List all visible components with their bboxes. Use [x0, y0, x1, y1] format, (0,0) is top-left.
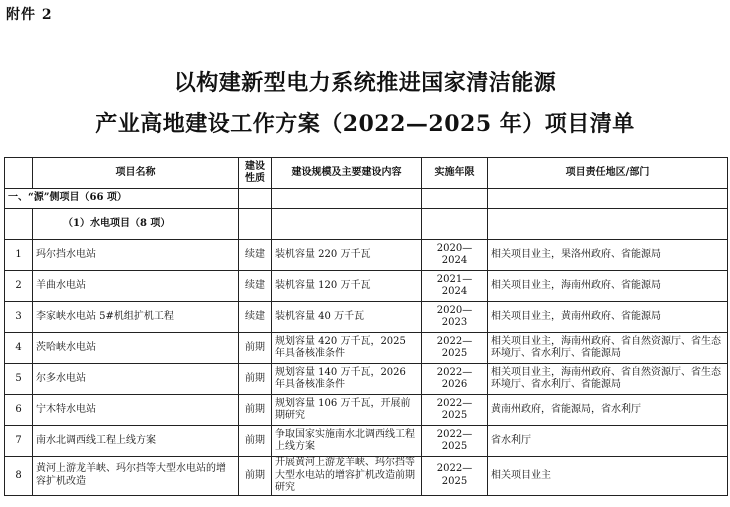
project-name: 南水北调西线工程上线方案 [33, 426, 239, 457]
construction-nature: 续建 [239, 240, 272, 271]
construction-nature: 续建 [239, 271, 272, 302]
project-name: 茨哈峡水电站 [33, 333, 239, 364]
construction-scale: 规划容量 140 万千瓦，2026 年具备核准条件 [272, 364, 422, 395]
subsection-row [5, 209, 728, 240]
attachment-label: 附件 2 [6, 7, 53, 23]
project-name: 玛尔挡水电站 [33, 240, 239, 271]
row-number: 5 [5, 364, 33, 395]
document-title-line-1: 以构建新型电力系统推进国家清洁能源 [173, 70, 557, 96]
construction-nature: 前期 [239, 426, 272, 457]
construction-nature: 续建 [239, 302, 272, 333]
row-number: 8 [5, 457, 33, 496]
table-row [5, 426, 728, 457]
responsible-dept: 相关项目业主，海南州政府、省能源局 [488, 271, 728, 302]
construction-scale: 开展黄河上游龙羊峡、玛尔挡等大型水电站的增容扩机改造前期研究 [272, 457, 422, 496]
table-row [5, 457, 728, 496]
construction-scale: 装机容量 40 万千瓦 [272, 302, 422, 333]
project-name: 羊曲水电站 [33, 271, 239, 302]
table-row [5, 240, 728, 271]
row-number: 7 [5, 426, 33, 457]
header-nature: 建设性质 [239, 158, 272, 189]
row-number: 2 [5, 271, 33, 302]
implementation-years: 2022—2025 [422, 426, 488, 457]
header-no [5, 158, 33, 189]
responsible-dept: 省水利厅 [488, 426, 728, 457]
construction-scale: 装机容量 220 万千瓦 [272, 240, 422, 271]
construction-nature: 前期 [239, 395, 272, 426]
responsible-dept: 相关项目业主，黄南州政府、省能源局 [488, 302, 728, 333]
construction-nature: 前期 [239, 457, 272, 496]
header-scale: 建设规模及主要建设内容 [272, 158, 422, 189]
table-row [5, 302, 728, 333]
project-name: 尔多水电站 [33, 364, 239, 395]
document-title-line-2: 产业高地建设工作方案（2022—2025 年）项目清单 [95, 111, 635, 137]
table-row [5, 333, 728, 364]
construction-scale: 规划容量 420 万千瓦，2025 年具备核准条件 [272, 333, 422, 364]
project-name: 李家峡水电站 5#机组扩机工程 [33, 302, 239, 333]
project-list-table [4, 157, 728, 496]
implementation-years: 2022—2025 [422, 333, 488, 364]
table-header-row [5, 158, 728, 189]
section-row [5, 189, 728, 209]
responsible-dept: 相关项目业主，果洛州政府、省能源局 [488, 240, 728, 271]
subsection-title: （1）水电项目（8 项） [33, 209, 239, 240]
construction-nature: 前期 [239, 364, 272, 395]
implementation-years: 2022—2026 [422, 364, 488, 395]
construction-scale: 规划容量 106 万千瓦，开展前期研究 [272, 395, 422, 426]
project-name: 宁木特水电站 [33, 395, 239, 426]
row-number: 4 [5, 333, 33, 364]
header-years: 实施年限 [422, 158, 488, 189]
section-title: 一、“源”侧项目（66 项） [5, 189, 239, 209]
responsible-dept: 相关项目业主，海南州政府、省自然资源厅、省生态环境厅、省水利厅、省能源局 [488, 364, 728, 395]
implementation-years: 2022—2025 [422, 457, 488, 496]
table-row [5, 271, 728, 302]
construction-scale: 争取国家实施南水北调西线工程上线方案 [272, 426, 422, 457]
implementation-years: 2022—2025 [422, 395, 488, 426]
table-row [5, 364, 728, 395]
row-number: 3 [5, 302, 33, 333]
implementation-years: 2020—2024 [422, 240, 488, 271]
row-number: 6 [5, 395, 33, 426]
construction-nature: 前期 [239, 333, 272, 364]
header-dept: 项目责任地区/部门 [488, 158, 728, 189]
responsible-dept: 相关项目业主 [488, 457, 728, 496]
implementation-years: 2021—2024 [422, 271, 488, 302]
header-project-name: 项目名称 [33, 158, 239, 189]
construction-scale: 装机容量 120 万千瓦 [272, 271, 422, 302]
responsible-dept: 黄南州政府，省能源局，省水利厅 [488, 395, 728, 426]
responsible-dept: 相关项目业主，海南州政府、省自然资源厅、省生态环境厅、省水利厅、省能源局 [488, 333, 728, 364]
table-row [5, 395, 728, 426]
row-number: 1 [5, 240, 33, 271]
project-name: 黄河上游龙羊峡、玛尔挡等大型水电站的增容扩机改造 [33, 457, 239, 496]
implementation-years: 2020—2023 [422, 302, 488, 333]
